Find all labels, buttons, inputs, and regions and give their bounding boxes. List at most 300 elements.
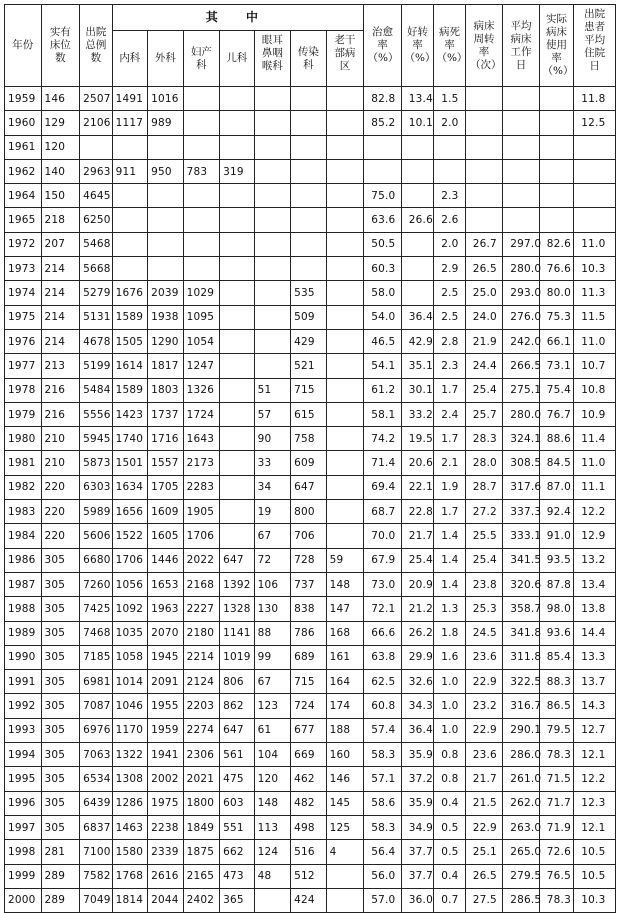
cell-discharged: 6303 — [80, 475, 112, 499]
cell-pediatrics — [220, 257, 255, 281]
cell-cure-rate: 56.0 — [364, 864, 402, 888]
cell-discharged: 7087 — [80, 694, 112, 718]
cell-cure-rate: 63.8 — [364, 645, 402, 669]
cell-usage-rate — [539, 87, 574, 111]
cell-beds: 120 — [41, 135, 80, 159]
cell-beds: 140 — [41, 159, 80, 183]
cell-year: 1997 — [5, 815, 42, 839]
hospital-statistics-table — [4, 4, 616, 913]
cell-improve-rate: 34.9 — [401, 815, 433, 839]
cell-death-rate: 0.5 — [434, 840, 465, 864]
cell-death-rate: 2.0 — [434, 232, 465, 256]
table-row — [5, 548, 616, 572]
cell-improve-rate — [401, 159, 433, 183]
col-cure-rate-header — [364, 5, 402, 87]
cell-avg-stay: 13.3 — [574, 645, 616, 669]
cell-veteran — [326, 475, 364, 499]
cell-year: 1978 — [5, 378, 42, 402]
cell-turnover — [465, 135, 503, 159]
cell-usage-rate: 87.8 — [539, 572, 574, 596]
cell-usage-rate: 76.5 — [539, 864, 574, 888]
cell-beds: 305 — [41, 572, 80, 596]
cell-surgery: 2070 — [148, 621, 184, 645]
cell-pediatrics — [220, 475, 255, 499]
cell-beds: 305 — [41, 621, 80, 645]
cell-avg-stay: 11.3 — [574, 281, 616, 305]
table-row — [5, 670, 616, 694]
cell-improve-rate: 37.2 — [401, 767, 433, 791]
cell-ent — [254, 159, 291, 183]
table-row — [5, 329, 616, 353]
cell-internal: 1768 — [112, 864, 148, 888]
cell-cure-rate: 69.4 — [364, 475, 402, 499]
cell-veteran — [326, 305, 364, 329]
col-veteran-label: 老干部病区 — [334, 34, 356, 72]
cell-turnover: 25.5 — [465, 524, 503, 548]
cell-surgery — [148, 135, 184, 159]
cell-infectious: 482 — [291, 791, 327, 815]
cell-turnover: 25.4 — [465, 548, 503, 572]
cell-discharged: 4645 — [80, 184, 112, 208]
cell-veteran: 174 — [326, 694, 364, 718]
cell-death-rate: 2.3 — [434, 354, 465, 378]
col-improve-rate-label: 好转率（%） — [404, 26, 436, 64]
table-row — [5, 572, 616, 596]
cell-usage-rate: 93.5 — [539, 548, 574, 572]
cell-discharged: 7100 — [80, 840, 112, 864]
cell-work-days: 358.7 — [503, 597, 540, 621]
cell-year: 1961 — [5, 135, 42, 159]
cell-internal: 1814 — [112, 888, 148, 912]
cell-infectious: 615 — [291, 402, 327, 426]
cell-veteran — [326, 159, 364, 183]
cell-turnover — [465, 184, 503, 208]
cell-usage-rate: 71.5 — [539, 767, 574, 791]
table-row — [5, 840, 616, 864]
cell-ent: 124 — [254, 840, 291, 864]
cell-usage-rate: 78.3 — [539, 743, 574, 767]
cell-year: 1986 — [5, 548, 42, 572]
cell-veteran: 161 — [326, 645, 364, 669]
cell-infectious: 498 — [291, 815, 327, 839]
cell-year: 1989 — [5, 621, 42, 645]
cell-work-days: 262.0 — [503, 791, 540, 815]
cell-year: 1991 — [5, 670, 42, 694]
cell-pediatrics: 475 — [220, 767, 255, 791]
cell-beds: 129 — [41, 111, 80, 135]
cell-avg-stay: 12.2 — [574, 500, 616, 524]
cell-avg-stay — [574, 159, 616, 183]
cell-beds: 218 — [41, 208, 80, 232]
cell-ent: 104 — [254, 743, 291, 767]
cell-improve-rate: 21.2 — [401, 597, 433, 621]
cell-ent: 34 — [254, 475, 291, 499]
cell-turnover: 28.7 — [465, 475, 503, 499]
cell-year: 1973 — [5, 257, 42, 281]
col-internal-header: 内科 — [112, 31, 148, 87]
cell-veteran: 164 — [326, 670, 364, 694]
cell-work-days: 341.8 — [503, 621, 540, 645]
cell-avg-stay: 10.7 — [574, 354, 616, 378]
cell-infectious — [291, 257, 327, 281]
cell-improve-rate: 26.2 — [401, 621, 433, 645]
cell-obgyn: 2165 — [183, 864, 220, 888]
table-row — [5, 621, 616, 645]
cell-infectious: 462 — [291, 767, 327, 791]
cell-turnover — [465, 159, 503, 183]
cell-discharged: 7063 — [80, 743, 112, 767]
cell-veteran — [326, 208, 364, 232]
col-turnover-header — [465, 5, 503, 87]
cell-surgery: 1557 — [148, 451, 184, 475]
cell-ent — [254, 354, 291, 378]
cell-avg-stay: 14.4 — [574, 621, 616, 645]
cell-internal: 1092 — [112, 597, 148, 621]
cell-usage-rate — [539, 135, 574, 159]
cell-surgery: 1605 — [148, 524, 184, 548]
cell-discharged: 5945 — [80, 427, 112, 451]
cell-pediatrics — [220, 184, 255, 208]
cell-obgyn: 2173 — [183, 451, 220, 475]
cell-obgyn: 783 — [183, 159, 220, 183]
cell-turnover: 21.5 — [465, 791, 503, 815]
col-improve-rate-header — [401, 5, 436, 87]
table-header — [5, 5, 616, 87]
cell-infectious: 715 — [291, 670, 327, 694]
cell-internal: 1014 — [112, 670, 148, 694]
cell-pediatrics: 662 — [220, 840, 255, 864]
cell-year: 1977 — [5, 354, 42, 378]
cell-infectious: 521 — [291, 354, 327, 378]
cell-year: 1988 — [5, 597, 42, 621]
cell-death-rate: 1.3 — [434, 597, 465, 621]
cell-obgyn — [183, 208, 220, 232]
cell-surgery: 1737 — [148, 402, 184, 426]
cell-discharged: 2106 — [80, 111, 112, 135]
cell-work-days: 290.1 — [503, 718, 540, 742]
cell-pediatrics: 319 — [220, 159, 255, 183]
cell-death-rate: 2.9 — [434, 257, 465, 281]
cell-veteran: 168 — [326, 621, 364, 645]
cell-cure-rate: 73.0 — [364, 572, 402, 596]
table-row — [5, 378, 616, 402]
cell-discharged: 6837 — [80, 815, 112, 839]
cell-ent: 130 — [254, 597, 291, 621]
cell-internal: 1046 — [112, 694, 148, 718]
cell-veteran — [326, 427, 364, 451]
cell-ent — [254, 184, 291, 208]
cell-beds: 214 — [41, 305, 80, 329]
cell-discharged: 6534 — [80, 767, 112, 791]
col-obgyn-header — [183, 31, 220, 87]
cell-infectious — [291, 135, 327, 159]
cell-ent: 33 — [254, 451, 291, 475]
cell-veteran — [326, 500, 364, 524]
cell-usage-rate: 86.5 — [539, 694, 574, 718]
cell-beds: 214 — [41, 257, 80, 281]
cell-pediatrics — [220, 500, 255, 524]
cell-veteran — [326, 402, 364, 426]
cell-discharged: 2963 — [80, 159, 112, 183]
col-work-days-header — [503, 5, 540, 87]
cell-avg-stay: 10.9 — [574, 402, 616, 426]
cell-surgery: 1705 — [148, 475, 184, 499]
cell-cure-rate: 54.1 — [364, 354, 402, 378]
cell-work-days: 316.7 — [503, 694, 540, 718]
cell-surgery — [148, 257, 184, 281]
table-row — [5, 718, 616, 742]
cell-obgyn: 1326 — [183, 378, 220, 402]
cell-improve-rate: 26.6 — [401, 208, 433, 232]
cell-cure-rate: 62.5 — [364, 670, 402, 694]
cell-internal — [112, 232, 148, 256]
cell-avg-stay: 12.1 — [574, 743, 616, 767]
cell-usage-rate: 93.6 — [539, 621, 574, 645]
cell-work-days: 324.1 — [503, 427, 540, 451]
cell-work-days: 276.0 — [503, 305, 540, 329]
cell-avg-stay: 11.0 — [574, 232, 616, 256]
cell-cure-rate: 58.1 — [364, 402, 402, 426]
cell-cure-rate: 85.2 — [364, 111, 402, 135]
cell-discharged: 7468 — [80, 621, 112, 645]
cell-pediatrics: 1392 — [220, 572, 255, 596]
cell-year: 1972 — [5, 232, 42, 256]
cell-cure-rate — [364, 135, 402, 159]
cell-year: 1974 — [5, 281, 42, 305]
cell-surgery: 1716 — [148, 427, 184, 451]
cell-improve-rate — [401, 281, 433, 305]
cell-usage-rate: 78.3 — [539, 888, 574, 912]
cell-beds: 220 — [41, 475, 80, 499]
cell-cure-rate: 74.2 — [364, 427, 402, 451]
cell-beds: 289 — [41, 864, 80, 888]
table-row — [5, 645, 616, 669]
cell-discharged: 6976 — [80, 718, 112, 742]
cell-surgery: 1290 — [148, 329, 184, 353]
cell-year: 1992 — [5, 694, 42, 718]
cell-beds: 305 — [41, 743, 80, 767]
cell-veteran — [326, 135, 364, 159]
cell-death-rate: 1.0 — [434, 694, 465, 718]
cell-veteran: 148 — [326, 572, 364, 596]
cell-turnover — [465, 208, 503, 232]
cell-turnover: 25.3 — [465, 597, 503, 621]
cell-infectious: 509 — [291, 305, 327, 329]
cell-death-rate: 0.7 — [434, 888, 465, 912]
cell-veteran — [326, 184, 364, 208]
cell-pediatrics: 647 — [220, 718, 255, 742]
cell-veteran — [326, 864, 364, 888]
col-year-header: 年份 — [5, 5, 42, 87]
cell-surgery: 2238 — [148, 815, 184, 839]
cell-veteran — [326, 888, 364, 912]
cell-death-rate: 2.4 — [434, 402, 465, 426]
cell-veteran — [326, 524, 364, 548]
cell-internal: 1589 — [112, 305, 148, 329]
cell-improve-rate: 35.9 — [401, 743, 433, 767]
cell-cure-rate: 68.7 — [364, 500, 402, 524]
cell-internal — [112, 257, 148, 281]
cell-death-rate: 1.9 — [434, 475, 465, 499]
cell-discharged: 7260 — [80, 572, 112, 596]
cell-infectious — [291, 111, 327, 135]
cell-improve-rate — [401, 257, 433, 281]
cell-beds: 214 — [41, 329, 80, 353]
cell-obgyn — [183, 87, 220, 111]
cell-surgery: 1803 — [148, 378, 184, 402]
cell-infectious: 647 — [291, 475, 327, 499]
cell-infectious: 724 — [291, 694, 327, 718]
cell-infectious: 715 — [291, 378, 327, 402]
cell-usage-rate: 79.5 — [539, 718, 574, 742]
cell-work-days: 242.0 — [503, 329, 540, 353]
table-row — [5, 281, 616, 305]
cell-improve-rate: 30.1 — [401, 378, 433, 402]
cell-internal: 1170 — [112, 718, 148, 742]
cell-infectious: 728 — [291, 548, 327, 572]
cell-beds: 210 — [41, 427, 80, 451]
cell-beds: 305 — [41, 645, 80, 669]
cell-death-rate: 1.5 — [434, 87, 465, 111]
cell-discharged: 5468 — [80, 232, 112, 256]
cell-usage-rate: 85.4 — [539, 645, 574, 669]
cell-work-days: 333.1 — [503, 524, 540, 548]
col-discharged-header — [80, 5, 112, 87]
cell-avg-stay: 13.8 — [574, 597, 616, 621]
cell-ent — [254, 329, 291, 353]
cell-ent: 88 — [254, 621, 291, 645]
cell-beds: 214 — [41, 281, 80, 305]
cell-discharged: 6981 — [80, 670, 112, 694]
cell-improve-rate: 36.0 — [401, 888, 433, 912]
cell-discharged — [80, 135, 112, 159]
cell-work-days: 279.5 — [503, 864, 540, 888]
cell-internal: 911 — [112, 159, 148, 183]
cell-ent — [254, 135, 291, 159]
cell-obgyn: 2180 — [183, 621, 220, 645]
table-row — [5, 111, 616, 135]
cell-turnover — [465, 87, 503, 111]
cell-death-rate: 2.1 — [434, 451, 465, 475]
cell-discharged: 5606 — [80, 524, 112, 548]
cell-pediatrics — [220, 378, 255, 402]
cell-work-days: 261.0 — [503, 767, 540, 791]
col-veteran-header — [326, 31, 364, 87]
cell-turnover: 26.7 — [465, 232, 503, 256]
cell-ent: 19 — [254, 500, 291, 524]
cell-turnover — [465, 111, 503, 135]
table-row — [5, 159, 616, 183]
cell-surgery — [148, 208, 184, 232]
cell-turnover: 23.6 — [465, 743, 503, 767]
cell-pediatrics — [220, 524, 255, 548]
cell-improve-rate: 20.9 — [401, 572, 433, 596]
cell-veteran: 160 — [326, 743, 364, 767]
cell-internal: 1634 — [112, 475, 148, 499]
cell-surgery: 1975 — [148, 791, 184, 815]
cell-death-rate: 0.8 — [434, 767, 465, 791]
cell-cure-rate: 70.0 — [364, 524, 402, 548]
cell-internal: 1614 — [112, 354, 148, 378]
cell-year: 1999 — [5, 864, 42, 888]
cell-beds: 220 — [41, 500, 80, 524]
table-row — [5, 427, 616, 451]
table-row — [5, 402, 616, 426]
cell-avg-stay: 12.7 — [574, 718, 616, 742]
cell-avg-stay: 13.2 — [574, 548, 616, 572]
col-obgyn-label: 妇产科 — [190, 45, 212, 71]
table-row — [5, 232, 616, 256]
cell-internal: 1035 — [112, 621, 148, 645]
cell-infectious: 689 — [291, 645, 327, 669]
cell-internal: 1117 — [112, 111, 148, 135]
cell-surgery: 2339 — [148, 840, 184, 864]
cell-internal: 1522 — [112, 524, 148, 548]
cell-surgery: 1016 — [148, 87, 184, 111]
cell-year: 1962 — [5, 159, 42, 183]
cell-pediatrics — [220, 281, 255, 305]
table-row — [5, 184, 616, 208]
cell-discharged: 6680 — [80, 548, 112, 572]
cell-cure-rate: 60.8 — [364, 694, 402, 718]
cell-beds: 213 — [41, 354, 80, 378]
cell-improve-rate: 32.6 — [401, 670, 433, 694]
table-row — [5, 815, 616, 839]
cell-veteran — [326, 232, 364, 256]
cell-infectious: 677 — [291, 718, 327, 742]
cell-infectious — [291, 232, 327, 256]
cell-year: 1987 — [5, 572, 42, 596]
cell-year: 1998 — [5, 840, 42, 864]
cell-internal: 1501 — [112, 451, 148, 475]
cell-death-rate: 0.8 — [434, 743, 465, 767]
cell-discharged: 7425 — [80, 597, 112, 621]
cell-obgyn: 1724 — [183, 402, 220, 426]
cell-ent: 113 — [254, 815, 291, 839]
cell-obgyn: 2124 — [183, 670, 220, 694]
cell-death-rate — [434, 135, 465, 159]
cell-surgery: 950 — [148, 159, 184, 183]
cell-surgery: 989 — [148, 111, 184, 135]
col-cure-rate-label: 治愈率（%） — [367, 26, 399, 64]
cell-pediatrics: 1019 — [220, 645, 255, 669]
cell-cure-rate: 46.5 — [364, 329, 402, 353]
col-usage-rate-label: 实际病床使用率（%） — [542, 13, 574, 77]
cell-turnover: 26.5 — [465, 257, 503, 281]
cell-improve-rate: 36.4 — [401, 718, 433, 742]
cell-beds: 305 — [41, 767, 80, 791]
cell-beds: 305 — [41, 670, 80, 694]
cell-discharged: 4678 — [80, 329, 112, 353]
cell-cure-rate: 61.2 — [364, 378, 402, 402]
col-pediatrics-header: 儿科 — [220, 31, 255, 87]
cell-ent — [254, 87, 291, 111]
col-infectious-label: 传染科 — [297, 45, 319, 71]
cell-usage-rate: 76.6 — [539, 257, 574, 281]
cell-work-days — [503, 111, 540, 135]
cell-ent — [254, 208, 291, 232]
cell-obgyn — [183, 184, 220, 208]
cell-discharged: 6439 — [80, 791, 112, 815]
cell-beds: 305 — [41, 815, 80, 839]
cell-beds: 305 — [41, 791, 80, 815]
cell-ent: 106 — [254, 572, 291, 596]
cell-turnover: 24.4 — [465, 354, 503, 378]
table-row — [5, 888, 616, 912]
col-discharged-label: 出院总例数 — [85, 26, 107, 64]
cell-internal: 1505 — [112, 329, 148, 353]
cell-veteran — [326, 257, 364, 281]
